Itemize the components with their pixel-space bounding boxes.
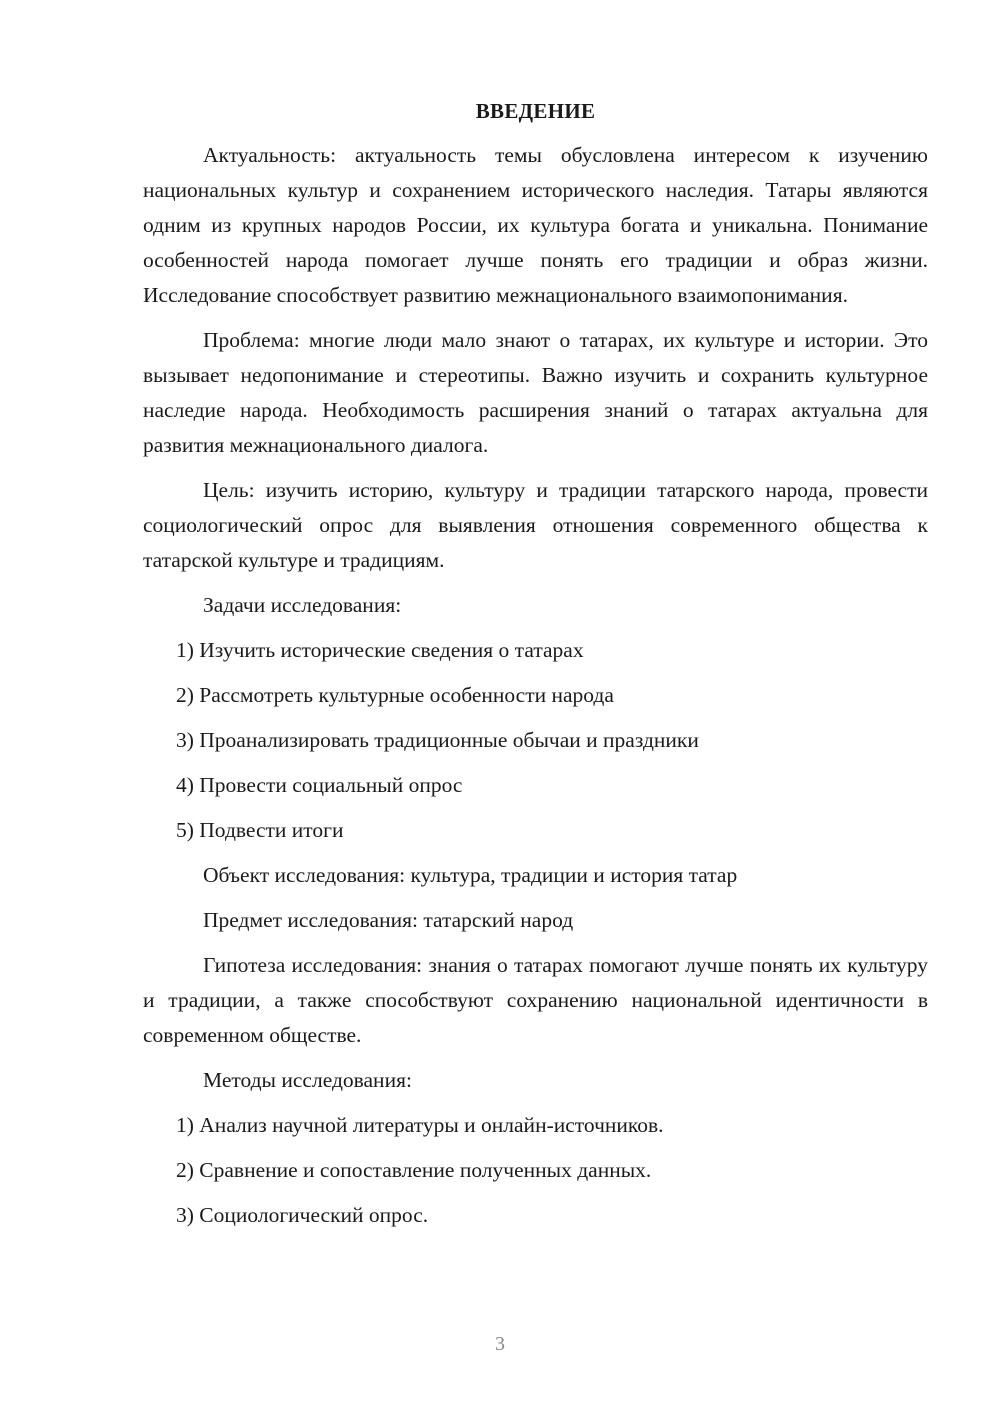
hypothesis-paragraph: Гипотеза исследования: знания о татарах помогают лучше понять их культуру и традиции, а также способствуют сохранению национальной идентичности в современном обществе. — [143, 953, 928, 1047]
tasks-title: Задачи исследования: — [203, 593, 402, 617]
task-item: 1) Изучить исторические сведения о татарах — [176, 638, 584, 662]
relevance-paragraph: Актуальность: актуальность темы обусловлена интересом к изучению национальных культур и сохранением исторического наследия. Татары являются одним из крупных народов России, их культура богата и уникальна. Понимание особенностей народа помогает лучше понять его традиции и образ жизни. Исследование способствует развитию межнационального взаимопонимания. — [143, 143, 928, 307]
section-heading: ВВЕДЕНИЕ — [475, 99, 596, 123]
page-content — [143, 96, 928, 1233]
method-item: 2) Сравнение и сопоставление полученных данных. — [176, 1158, 652, 1182]
methods-title: Методы исследования: — [203, 1068, 412, 1092]
tasks-list — [143, 633, 928, 848]
task-item: 4) Провести социальный опрос — [176, 773, 463, 797]
research-subject: Предмет исследования: татарский народ — [203, 908, 574, 932]
task-item: 5) Подвести итоги — [176, 818, 344, 842]
task-item: 3) Проанализировать традиционные обычаи и праздники — [176, 728, 699, 752]
task-item: 2) Рассмотреть культурные особенности народа — [176, 683, 614, 707]
research-object: Объект исследования: культура, традиции и история татар — [203, 863, 738, 887]
page-number: 3 — [495, 1333, 505, 1355]
method-item: 1) Анализ научной литературы и онлайн-источников. — [176, 1113, 664, 1137]
goal-paragraph: Цель: изучить историю, культуру и традиции татарского народа, провести социологический опрос для выявления отношения современного общества к татарской культуре и традициям. — [143, 478, 928, 572]
methods-list — [143, 1108, 928, 1233]
method-item: 3) Социологический опрос. — [176, 1203, 429, 1227]
problem-paragraph: Проблема: многие люди мало знают о татарах, их культуре и истории. Это вызывает недопонимание и стереотипы. Важно изучить и сохранить культурное наследие народа. Необходимость расширения знаний о татарах актуальна для развития межнационального диалога. — [143, 328, 928, 457]
